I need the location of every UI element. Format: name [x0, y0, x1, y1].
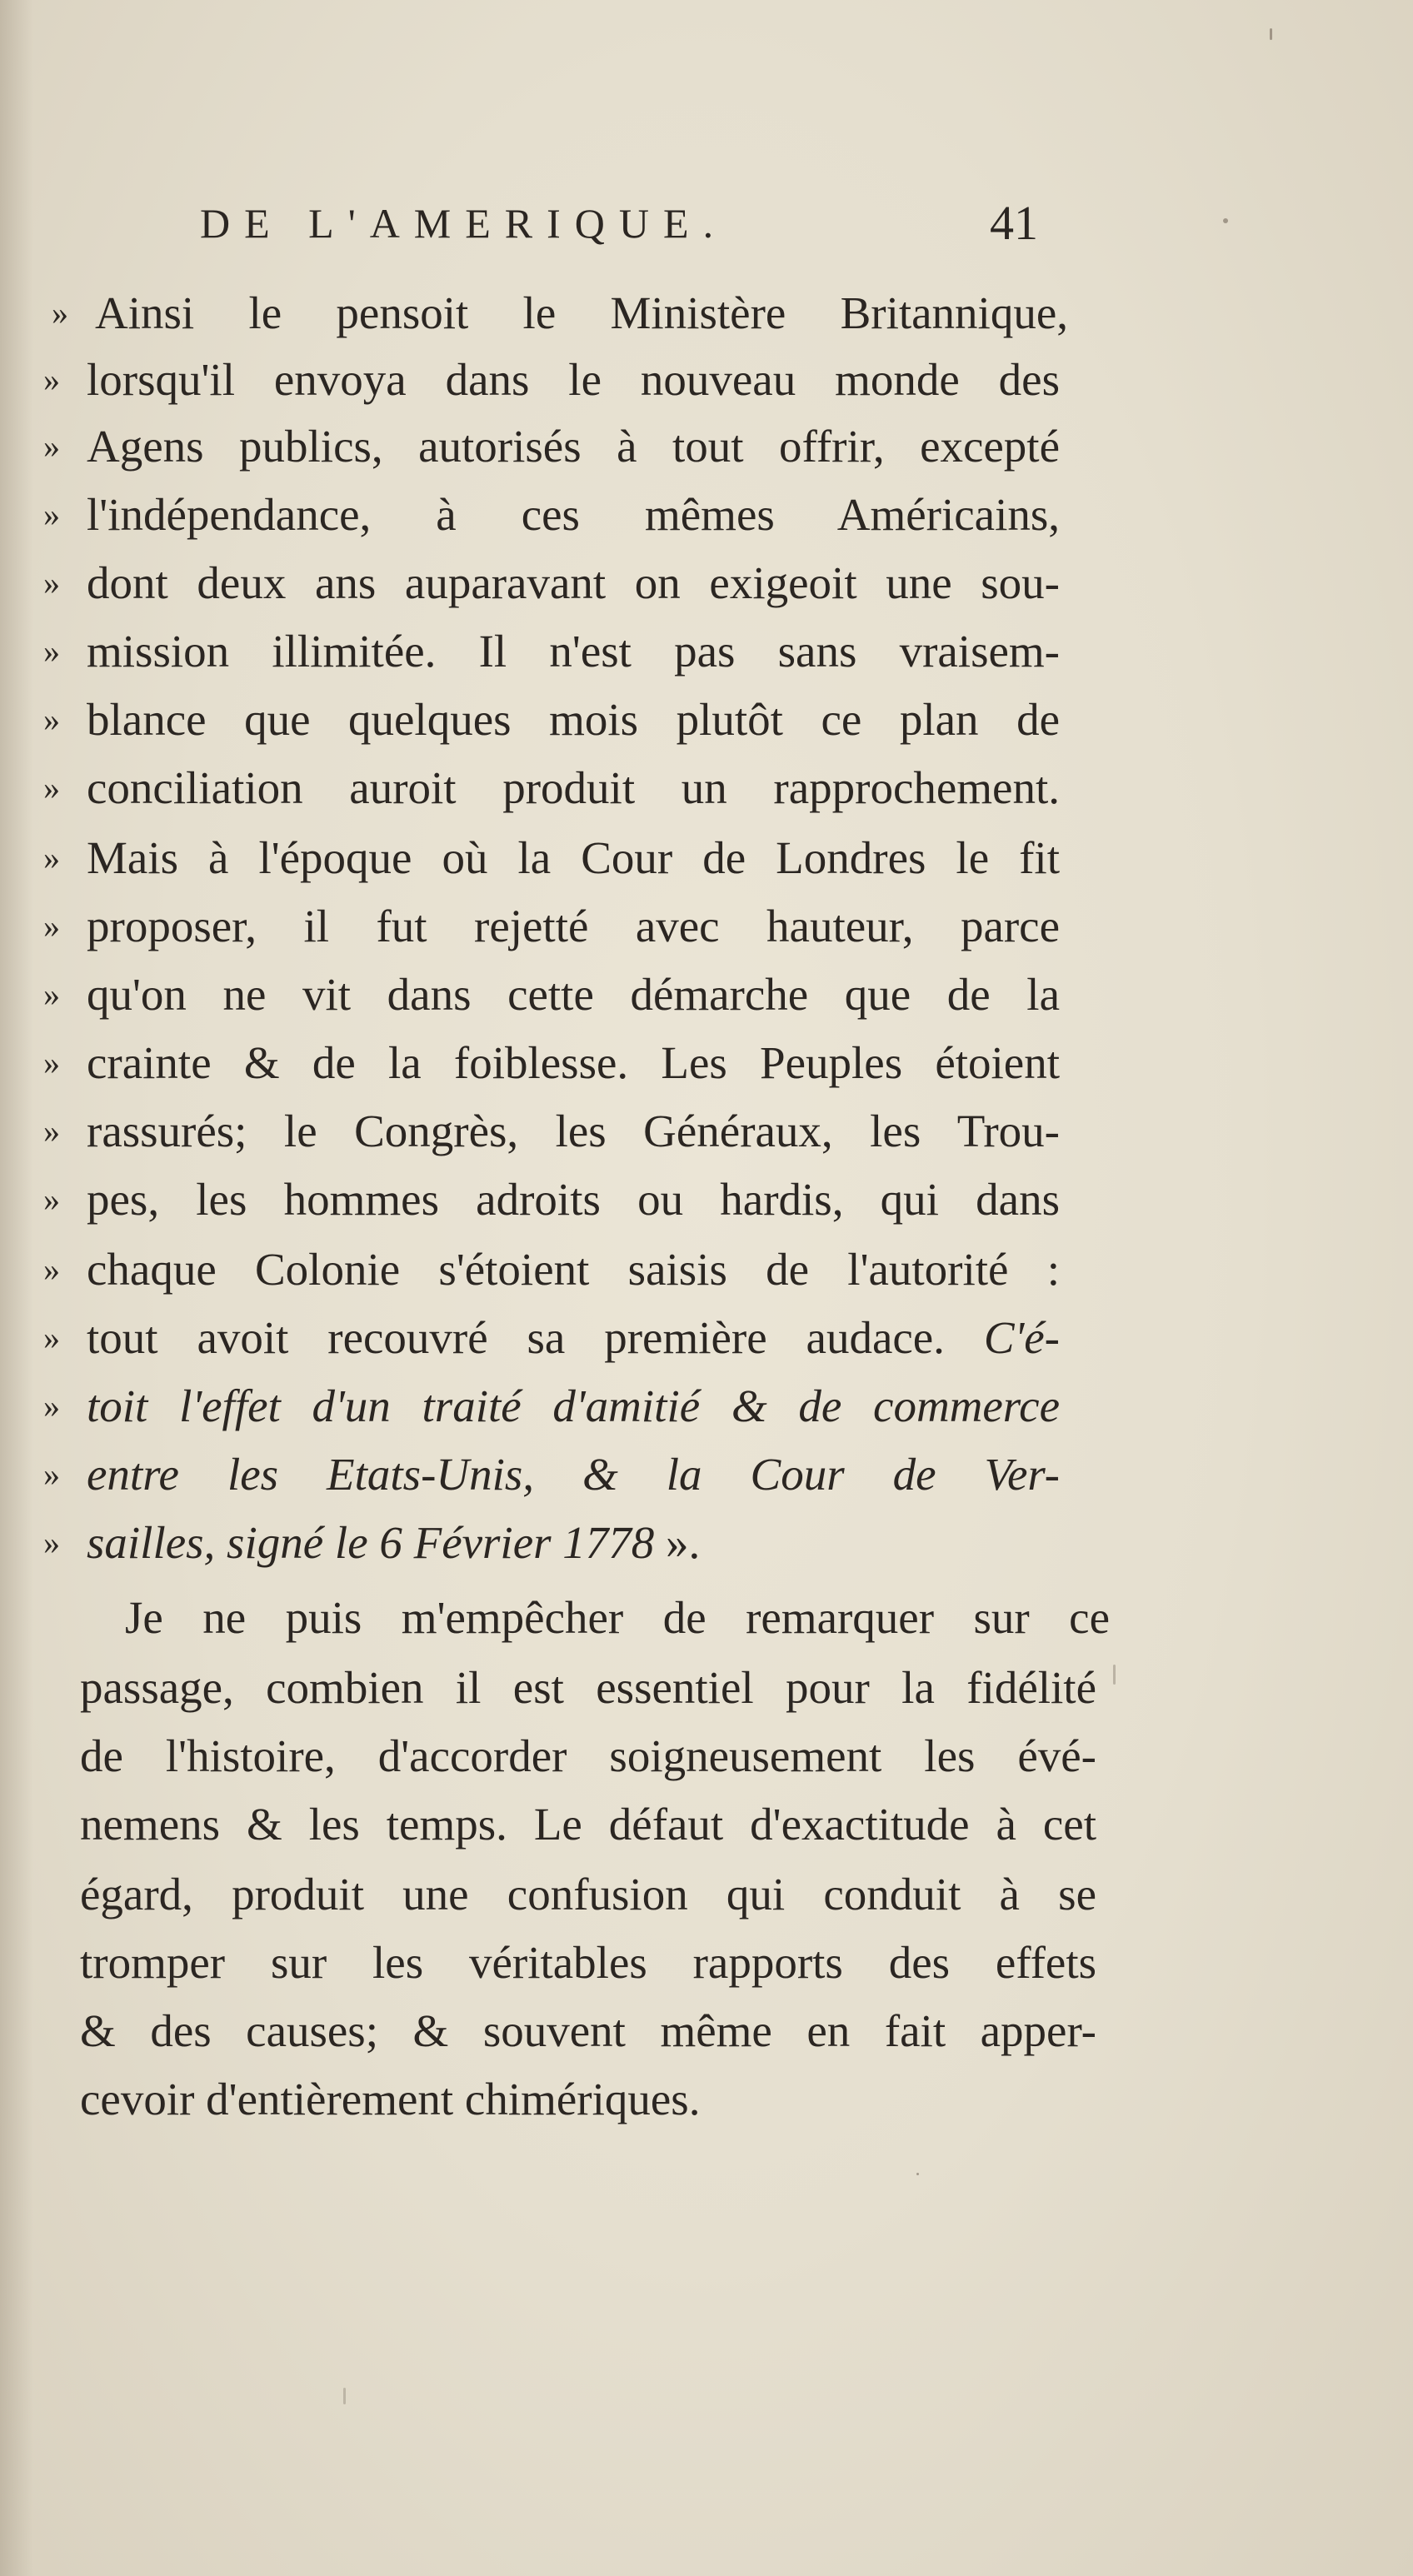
quote-mark: » — [43, 1455, 60, 1493]
quoted-line-text: Agens publics, autorisés à tout offrir, excepté — [87, 421, 1060, 472]
commentary-line-text: de l'histoire, d'accorder soigneusement les évé- — [80, 1730, 1096, 1781]
quoted-line-text: crainte & de la foiblesse. Les Peuples étoient — [87, 1037, 1060, 1088]
quoted-line — [43, 1373, 1060, 1440]
commentary-line — [80, 1791, 1096, 1858]
paper-speck — [1223, 218, 1228, 223]
commentary-line-text: égard, produit une confusion qui conduit à se — [80, 1869, 1096, 1920]
quoted-line — [43, 1166, 1060, 1233]
quoted-line — [43, 618, 1060, 685]
running-title: DE L'AMERIQUE. — [200, 200, 728, 247]
quote-mark: » — [43, 564, 60, 602]
quoted-line-text: entre les Etats-Unis, & la Cour de Ver- — [87, 1449, 1060, 1500]
quoted-line — [43, 347, 1060, 413]
commentary-line — [80, 2066, 1096, 2133]
quoted-line-text: mission illimitée. Il n'est pas sans vraisem- — [87, 626, 1060, 676]
quoted-line — [43, 1236, 1060, 1303]
quoted-line — [43, 825, 1060, 891]
quoted-line — [43, 482, 1060, 548]
paper-speck — [343, 2388, 346, 2404]
quoted-line — [43, 893, 1060, 960]
commentary-line — [80, 1930, 1096, 1996]
commentary-line — [80, 1861, 1096, 1928]
quoted-line-text: toit l'effet d'un traité d'amitié & de commerce — [87, 1380, 1060, 1431]
paper-speck — [1270, 28, 1272, 40]
quoted-line-text: blance que quelques mois plutôt ce plan de — [87, 694, 1060, 745]
quoted-line — [43, 1305, 1060, 1371]
quoted-line-text: dont deux ans auparavant on exigeoit une sou- — [87, 557, 1060, 608]
quoted-line — [43, 1030, 1060, 1096]
commentary-line-text: passage, combien il est essentiel pour la fidélité — [80, 1662, 1096, 1713]
quoted-line-text: pes, les hommes adroits ou hardis, qui dans — [87, 1174, 1060, 1225]
quoted-line-text — [87, 1305, 1060, 1371]
quote-mark: » — [43, 907, 60, 945]
quote-mark: » — [43, 1181, 60, 1218]
quote-mark: » — [43, 1524, 60, 1561]
roman-run: ». — [654, 1517, 701, 1568]
quoted-line-text: l'indépendance, à ces mêmes Américains, — [87, 489, 1060, 540]
quoted-line — [43, 1441, 1060, 1508]
quote-mark: » — [43, 496, 60, 533]
quoted-line — [43, 755, 1060, 821]
quoted-line-text: Mais à l'époque où la Cour de Londres le fit — [87, 832, 1060, 883]
quote-mark: » — [43, 361, 60, 398]
quote-mark: » — [43, 701, 60, 738]
italic-run: C'é- — [983, 1312, 1060, 1363]
commentary-line-text: Je ne puis m'empêcher de remarquer sur ce — [125, 1592, 1110, 1643]
commentary-line-text: tromper sur les véritables rapports des effets — [80, 1937, 1096, 1988]
quote-mark: » — [43, 427, 60, 465]
quote-mark: » — [43, 1251, 60, 1288]
commentary-line-text: & des causes; & souvent même en fait apper- — [80, 2005, 1096, 2056]
commentary-line — [80, 1998, 1096, 2064]
commentary-line-text: cevoir d'entièrement chimériques. — [80, 2074, 701, 2124]
quoted-line — [43, 961, 1060, 1028]
quoted-line — [52, 280, 1068, 347]
quote-mark: » — [43, 1112, 60, 1150]
quote-mark: » — [43, 839, 60, 876]
quote-mark: » — [43, 1319, 60, 1356]
italic-run: sailles, signé le 6 Février 1778 — [87, 1517, 655, 1568]
roman-run: tout avoit recouvré sa première audace. — [87, 1312, 984, 1363]
quote-mark: » — [43, 976, 60, 1013]
quoted-line-text: rassurés; le Congrès, les Généraux, les Trou- — [87, 1106, 1060, 1156]
quoted-line-text — [87, 1510, 1060, 1576]
quote-mark: » — [43, 1387, 60, 1425]
quoted-line-text: chaque Colonie s'étoient saisis de l'autorité : — [87, 1244, 1060, 1295]
quote-mark: » — [43, 632, 60, 670]
quoted-line — [43, 1510, 1060, 1576]
quoted-line — [43, 550, 1060, 617]
commentary-line — [80, 1655, 1096, 1721]
commentary-line-text: nemens & les temps. Le défaut d'exactitude à cet — [80, 1799, 1096, 1850]
quoted-line — [43, 686, 1060, 753]
quoted-line — [43, 1098, 1060, 1165]
commentary-line — [80, 1723, 1096, 1790]
gutter-shadow — [0, 0, 33, 2576]
quote-mark: » — [43, 769, 60, 806]
quote-mark: » — [43, 1044, 60, 1081]
quoted-line-text: conciliation auroit produit un rapprochement. — [87, 762, 1060, 813]
paper-speck — [916, 2173, 919, 2175]
quoted-line-text: qu'on ne vit dans cette démarche que de la — [87, 969, 1060, 1020]
paper-speck — [1113, 1665, 1116, 1685]
quoted-line — [43, 413, 1060, 480]
quoted-line-text: lorsqu'il envoya dans le nouveau monde des — [87, 354, 1060, 405]
quoted-line-text: proposer, il fut rejetté avec hauteur, parce — [87, 901, 1060, 951]
commentary-line — [125, 1585, 1110, 1651]
quote-mark: » — [52, 294, 68, 332]
page-number: 41 — [990, 196, 1038, 250]
quoted-line-text: Ainsi le pensoit le Ministère Britannique, — [95, 287, 1068, 338]
